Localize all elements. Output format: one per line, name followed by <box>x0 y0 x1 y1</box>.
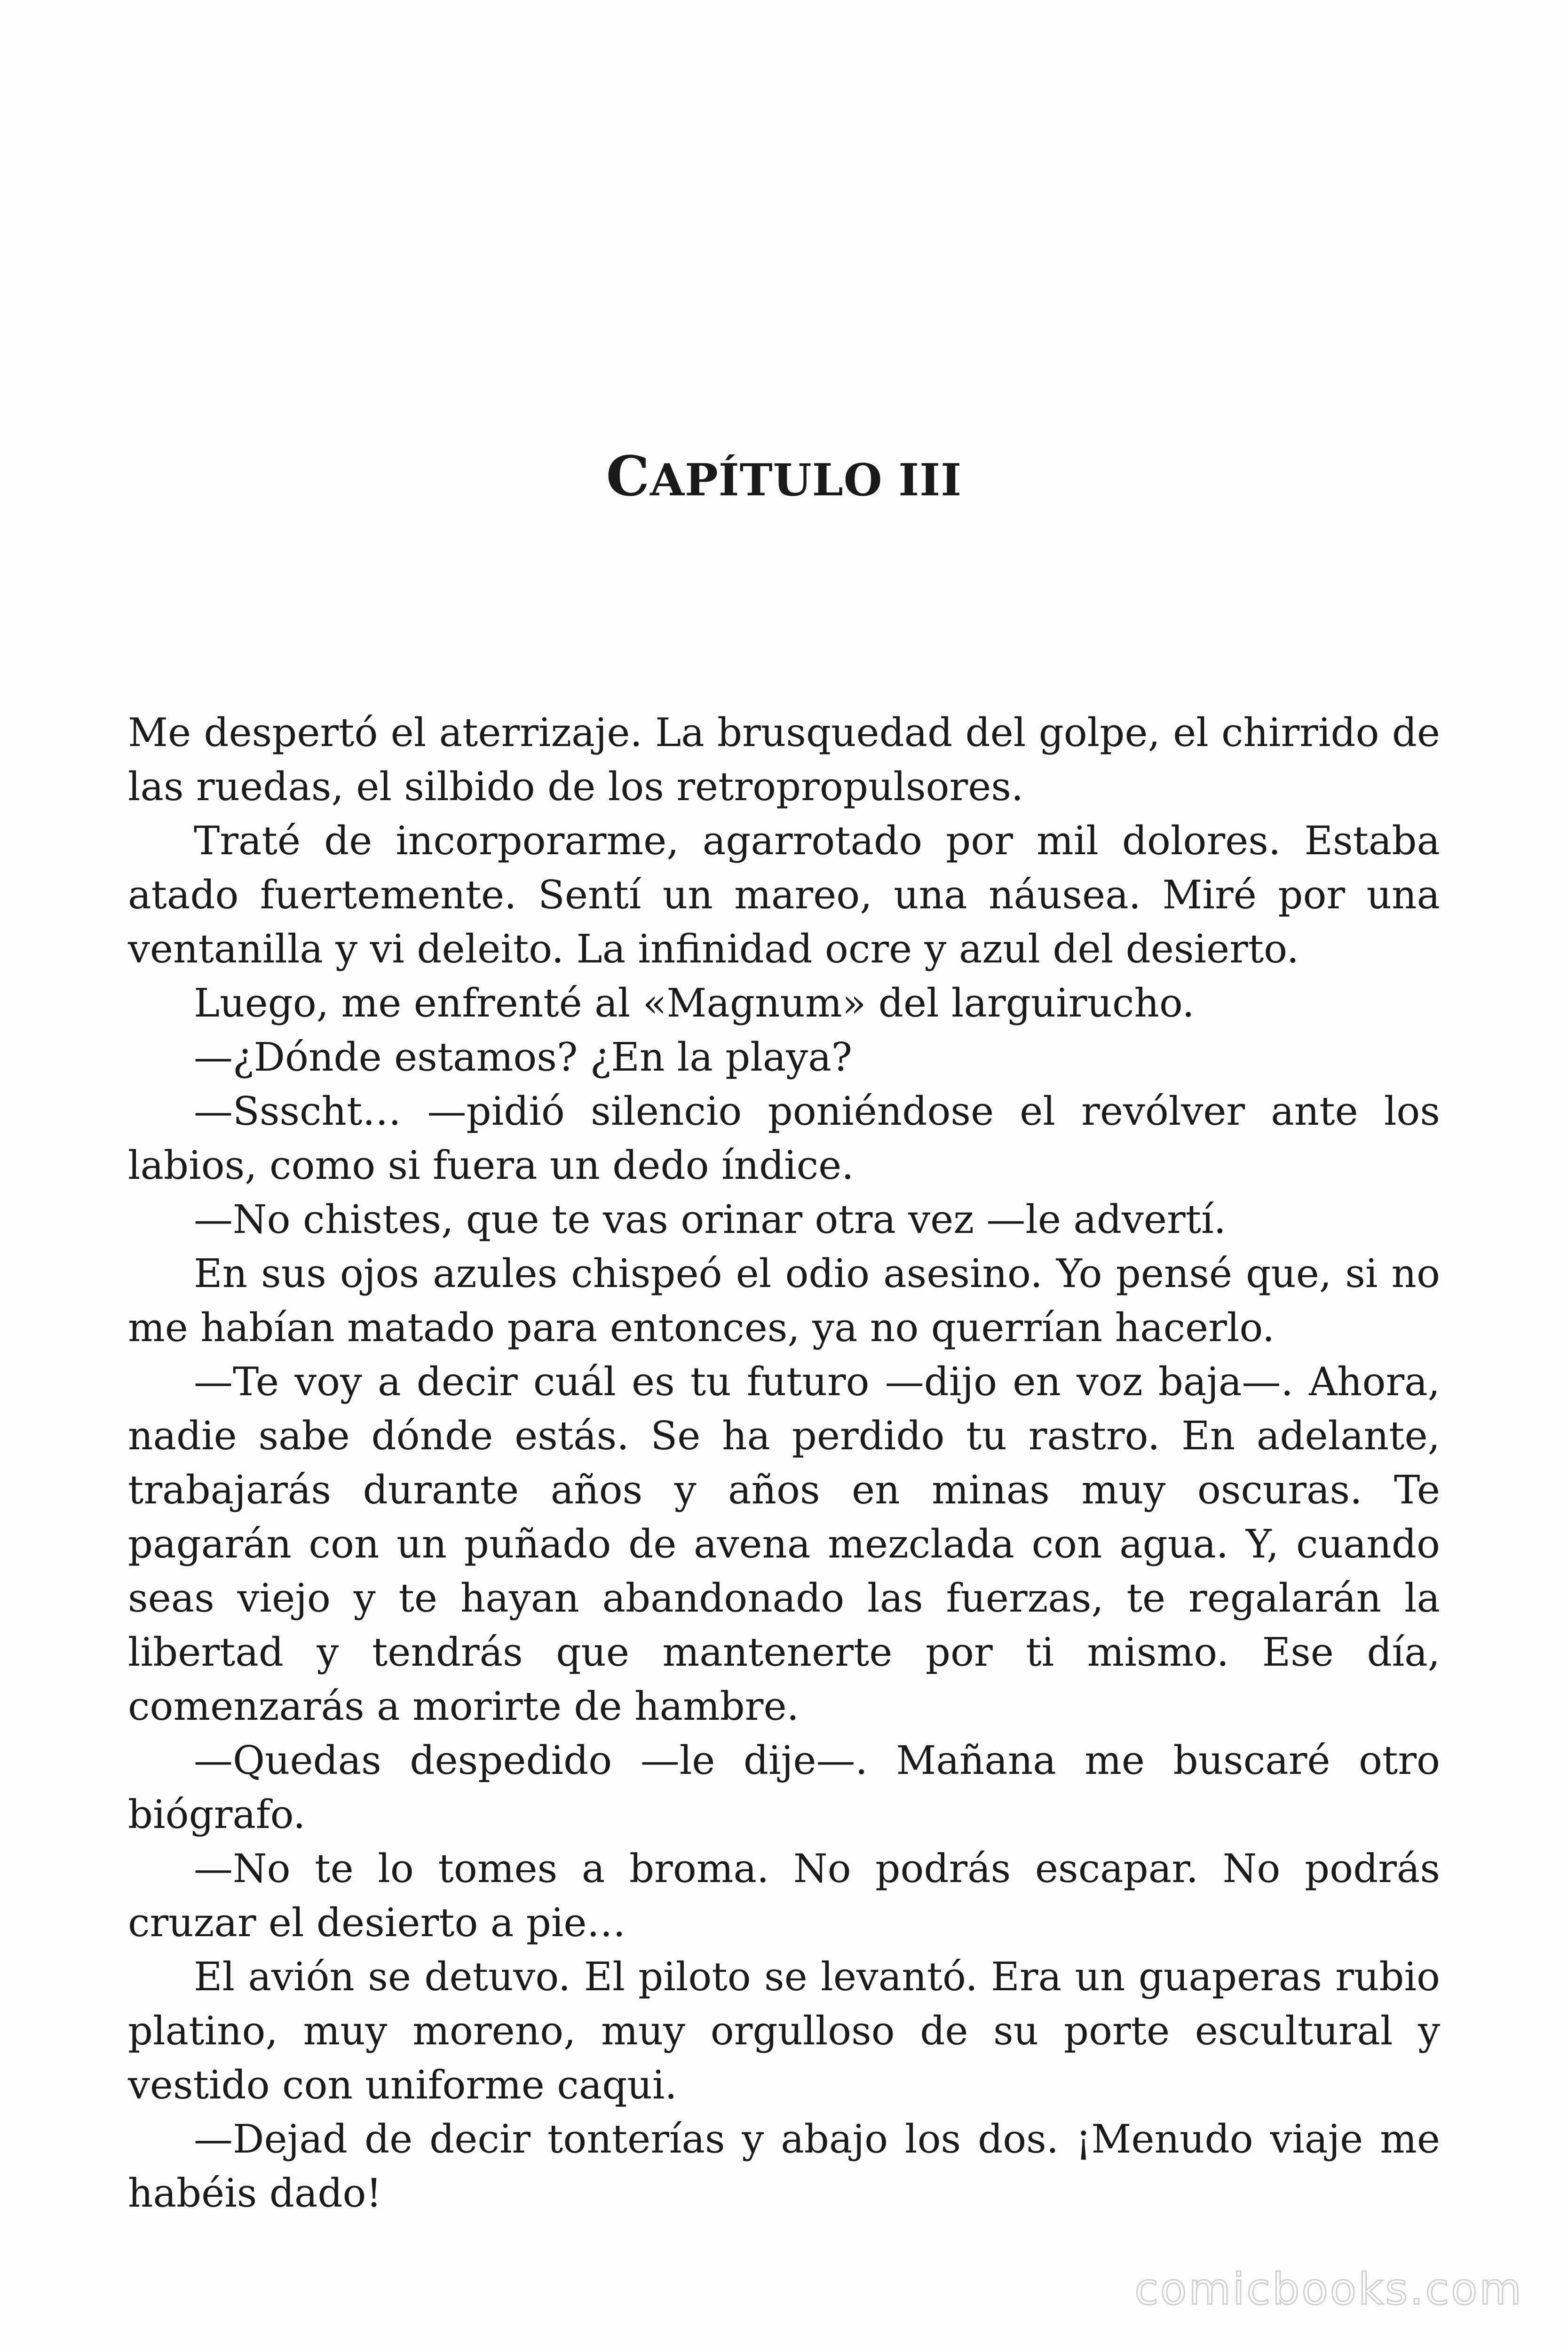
paragraph: Luego, me enfrenté al «Magnum» del larguirucho. <box>194 980 1195 1026</box>
chapter-title-initial: C <box>606 445 650 509</box>
paragraph: Traté de incorporarme, agarrotado por mil dolores. Estaba atado fuertemente. Sentí un mareo, una náusea. Miré por una ventanilla y vi deleito. La infinidad ocre y azul del desierto. <box>128 818 1440 972</box>
paragraph: El avión se detuvo. El piloto se levantó. Era un guaperas rubio platino, muy moreno, muy orgulloso de su porte escultural y vestido con uniforme caqui. <box>128 1954 1440 2108</box>
paragraph: —Dejad de decir tonterías y abajo los dos. ¡Menudo viaje me habéis dado! <box>128 2116 1440 2216</box>
paragraph: —Ssscht… —pidió silencio poniéndose el revólver ante los labios, como si fuera un dedo índice. <box>128 1089 1440 1188</box>
paragraph: —No te lo tomes a broma. No podrás escapar. No podrás cruzar el desierto a pie… <box>128 1846 1440 1946</box>
chapter-title <box>0 445 1568 509</box>
chapter-title-rest: APÍTULO III <box>650 454 962 506</box>
paragraph: Me despertó el aterrizaje. La brusquedad del golpe, el chirrido de las ruedas, el silbido de los retropropulsores. <box>128 710 1440 810</box>
watermark: comicbooks.com <box>1134 2264 1523 2314</box>
paragraph: —No chistes, que te vas orinar otra vez —le advertí. <box>194 1197 1227 1242</box>
chapter-body <box>128 706 1440 2220</box>
paragraph: —¿Dónde estamos? ¿En la playa? <box>194 1034 853 1080</box>
paragraph: —Te voy a decir cuál es tu futuro —dijo en voz baja—. Ahora, nadie sabe dónde estás. Se ha perdido tu rastro. En adelante, trabajarás durante años y años en minas muy oscuras. Te pagarán con un puñado de avena mezclada con agua. Y, cuando seas viejo y te hayan abandonado las fuerzas, te regalarán la libertad y tendrás que mantenerte por ti mismo. Ese día, comenzarás a morirte de hambre. <box>128 1359 1440 1729</box>
paragraph: —Quedas despedido —le dije—. Mañana me buscaré otro biógrafo. <box>128 1738 1440 1837</box>
paragraph: En sus ojos azules chispeó el odio asesino. Yo pensé que, si no me habían matado para entonces, ya no querrían hacerlo. <box>128 1251 1440 1351</box>
